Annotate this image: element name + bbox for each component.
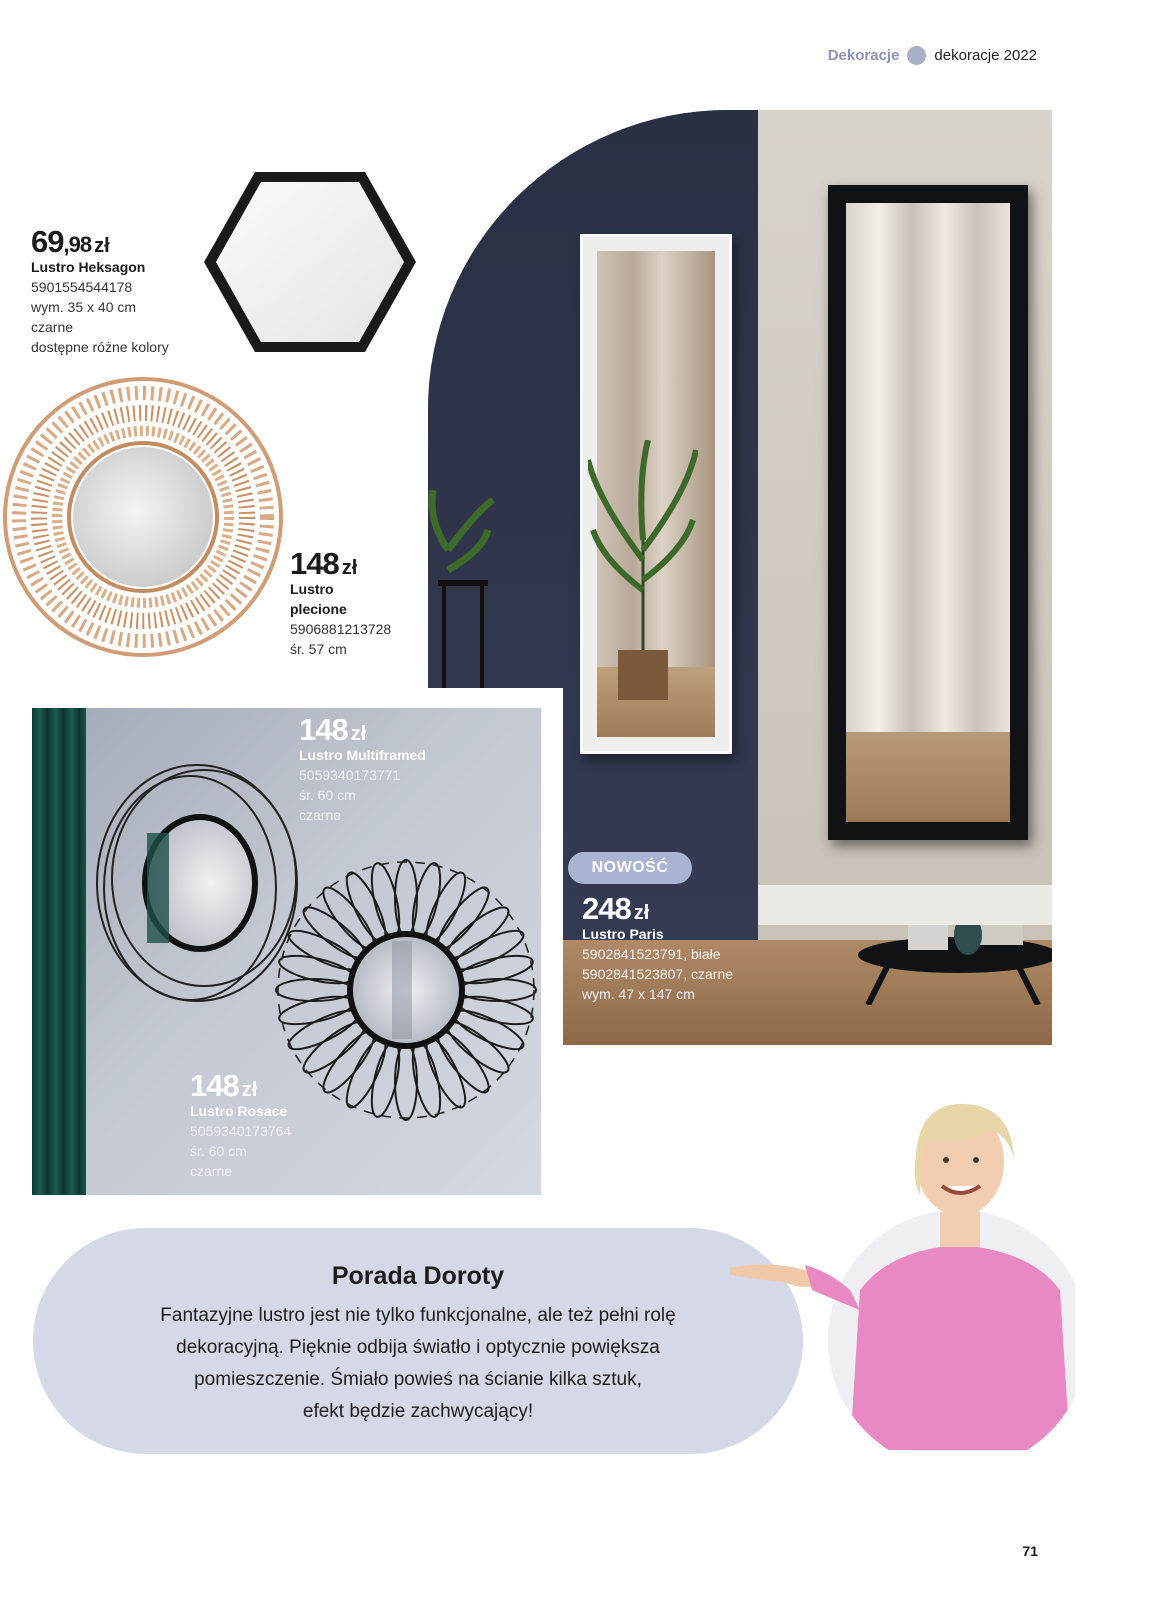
product-name: Lustro Rosace <box>190 1103 288 1119</box>
product-name-line2: plecione <box>290 601 347 617</box>
price-main: 248 <box>582 891 631 926</box>
price-plecione <box>290 548 391 579</box>
side-table-icon <box>848 925 1052 1005</box>
product-dimensions: wym. 35 x 40 cm <box>31 299 137 315</box>
product-dimensions: śr. 60 cm <box>190 1143 247 1159</box>
price-currency: zł <box>633 902 650 924</box>
price-currency: zł <box>341 557 358 579</box>
tip-line: Fantazyjne lustro jest nie tylko funkcjonalne, ale też pełni rolę <box>160 1305 676 1326</box>
product-dimensions: śr. 57 cm <box>290 641 347 657</box>
tip-title: Porada Doroty <box>331 1262 505 1290</box>
product-ean: 5906881213728 <box>290 621 392 637</box>
product-name-line1: Lustro <box>290 581 334 597</box>
rosace-mirror-image <box>272 856 540 1124</box>
tip-line: pomieszczenie. Śmiało powieś na ścianie kilka sztuk, <box>194 1369 642 1390</box>
woven-mirror-image <box>2 376 284 658</box>
black-standing-mirror <box>828 185 1028 840</box>
product-color: czarne <box>31 319 74 335</box>
product-name: Lustro Multiframed <box>299 747 426 763</box>
price-main: 148 <box>299 712 348 747</box>
price-heksagon <box>31 226 169 257</box>
product-multiframed <box>299 714 426 825</box>
product-color: czarne <box>299 807 342 823</box>
product-heksagon <box>31 226 169 357</box>
multiframed-mirror-image <box>92 758 302 1008</box>
price-main: 69 <box>31 224 64 259</box>
section-category: Dekoracje <box>827 47 900 64</box>
presenter-photo <box>730 1100 1075 1450</box>
product-ean: 5901554544178 <box>31 279 133 295</box>
price-rosace <box>190 1070 291 1101</box>
product-color: czarne <box>190 1163 233 1179</box>
section-subtitle: dekoracje 2022 <box>934 47 1037 64</box>
price-multiframed <box>299 714 426 745</box>
product-plecione <box>290 548 391 659</box>
hexagon-mirror-image <box>200 168 420 356</box>
plant-icon <box>428 490 498 690</box>
product-rosace <box>190 1070 291 1181</box>
price-currency: zł <box>241 1079 258 1101</box>
plant-reflection-icon <box>588 440 698 700</box>
product-dimensions: śr. 60 cm <box>299 787 356 803</box>
product-ean: 5059340173764 <box>190 1123 292 1139</box>
header-dot-icon <box>907 46 926 65</box>
tip-line: efekt będzie zachwycający! <box>302 1401 534 1422</box>
tip-body <box>90 1300 746 1428</box>
product-ean-white: 5902841523791, białe <box>582 946 721 962</box>
price-currency: zł <box>94 235 110 257</box>
page-number: 71 <box>1022 1543 1038 1559</box>
price-decimals: ,98 <box>63 232 92 257</box>
product-note: dostępne różne kolory <box>31 339 169 355</box>
room-skirting <box>758 885 1052 925</box>
section-header <box>828 46 1037 65</box>
product-ean-black: 5902841523807, czarne <box>582 966 734 982</box>
product-paris <box>582 893 733 1004</box>
product-dimensions: wym. 47 x 147 cm <box>582 986 695 1002</box>
green-curtain <box>32 708 86 1195</box>
price-main: 148 <box>190 1068 239 1103</box>
price-currency: zł <box>350 723 367 745</box>
price-paris <box>582 893 733 924</box>
product-name: Lustro Heksagon <box>31 259 146 275</box>
product-ean: 5059340173771 <box>299 767 401 783</box>
product-name: Lustro Paris <box>582 926 664 942</box>
new-badge: NOWOŚĆ <box>568 852 692 884</box>
tip-line: dekoracyjną. Pięknie odbija światło i optycznie powiększa <box>176 1337 660 1358</box>
price-main: 148 <box>290 546 339 581</box>
